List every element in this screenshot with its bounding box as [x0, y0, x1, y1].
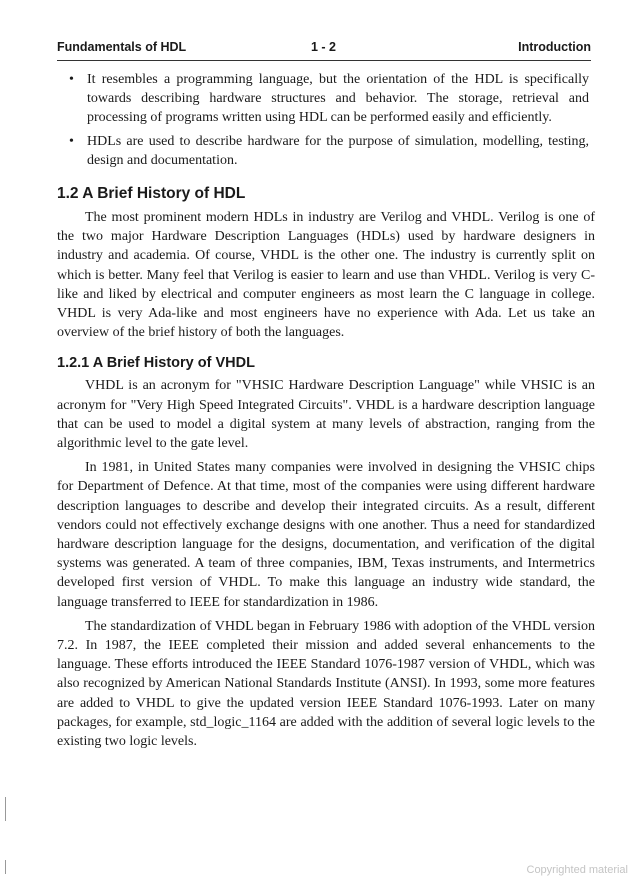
header-rule — [57, 60, 591, 61]
paragraph: The most prominent modern HDLs in industry are Verilog and VHDL. Verilog is one of the two major Hardware Description Languages (HDLs) used by hardware designers in industry and academia. Of course, VHDL is the other one. The industry is currently split on which is better. Many feel that Verilog is easier to learn and use than VHDL. Verilog is very C-like and liked by electrical and computer engineers as most learn the C language in college. VHDL is very Ada-like and most engineers have no experience with Ada. Let us take an overview of the brief history of both the languages. — [57, 210, 595, 341]
bullet-list — [57, 70, 595, 170]
page-number: 1 - 2 — [311, 40, 337, 54]
paragraph: In 1981, in United States many companies were involved in designing the VHSIC chips for Department of Defence. At that time, most of the companies were using different hardware description languages to describe and develop their integrated circuits. As a result, different vendors could not effectively exchange designs with one another. Thus a need for standardized hardware description language for the designs, documentation, and verification of the digital systems was generated. A team of three companies, IBM, Texas instruments, and Intermetrics developed first version of VHDL. To make this language an industry wide standard, the language transferred to IEEE for standardization in 1986. — [57, 460, 595, 610]
chapter-title: Introduction — [518, 40, 591, 54]
section-heading-1-2-1: 1.2.1 A Brief History of VHDL — [57, 355, 255, 372]
margin-mark — [5, 797, 6, 821]
page-content — [57, 70, 595, 756]
copyright-watermark: Copyrighted material — [526, 864, 628, 876]
bullet-item: • It resembles a programming language, but the orientation of the HDL is specifically towards describing hardware structures and behavior. The storage, retrieval and processing of programs written using HDL can be performed easily and efficiently. — [57, 70, 589, 127]
page-header — [57, 40, 591, 58]
paragraph: The standardization of VHDL began in February 1986 with adoption of the VHDL version 7.2. In 1987, the IEEE completed their mission and added several enhancements to the language. These efforts introduced the IEEE Standard 1076-1987 version of VHDL, which was also recognized by American National Standards Institute (ANSI). In 1993, some more features are added to VHDL to give the updated version IEEE Standard 1076-1993. Later on many packages, for example, std_logic_1164 are added with the addition of several logic levels to the existing two logic levels. — [57, 618, 595, 750]
bullet-item: • HDLs are used to describe hardware for the purpose of simulation, modelling, testing, design and documentation. — [57, 132, 589, 170]
margin-mark — [5, 860, 6, 874]
book-title: Fundamentals of HDL — [57, 40, 187, 54]
section-heading-1-2: 1.2 A Brief History of HDL — [57, 185, 246, 202]
paragraph: VHDL is an acronym for "VHSIC Hardware Description Language" while VHSIC is an acronym for "Very High Speed Integrated Circuits". VHDL is a hardware description language that can be used to model a digital system at many levels of abstraction, ranging from the algorithmic level to the gate level. — [57, 378, 595, 452]
